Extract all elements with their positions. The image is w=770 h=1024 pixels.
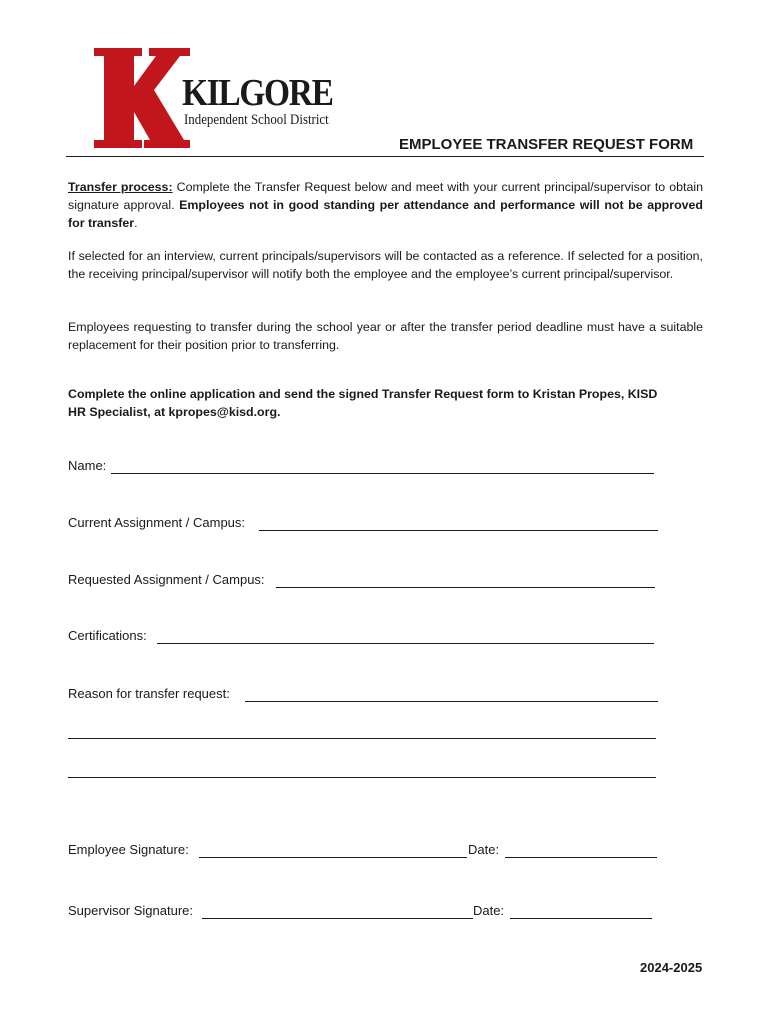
supervisor-signature-input-line[interactable] <box>202 918 473 919</box>
supervisor-date-label: Date: <box>473 903 505 918</box>
name-label: Name: <box>68 458 107 473</box>
k-logo-icon <box>94 48 190 148</box>
requested-assignment-input-line[interactable] <box>276 587 655 588</box>
form-title: EMPLOYEE TRANSFER REQUEST FORM <box>399 136 694 153</box>
certifications-input-line[interactable] <box>157 643 654 644</box>
current-assignment-input-line[interactable] <box>259 530 658 531</box>
school-year: 2024-2025 <box>640 960 703 975</box>
name-input-line[interactable] <box>111 473 654 474</box>
transfer-process-paragraph <box>68 178 703 232</box>
current-assignment-label: Current Assignment / Campus: <box>68 515 246 530</box>
certifications-label: Certifications: <box>68 628 147 643</box>
transfer-process-end: . <box>134 216 138 230</box>
employee-date-label: Date: <box>468 842 500 857</box>
employee-date-input-line[interactable] <box>505 857 657 858</box>
reason-input-line-1[interactable] <box>245 701 658 702</box>
reason-input-line-3[interactable] <box>68 777 656 778</box>
employee-signature-label: Employee Signature: <box>68 842 189 857</box>
supervisor-signature-label: Supervisor Signature: <box>68 903 194 918</box>
requested-assignment-label: Requested Assignment / Campus: <box>68 572 265 587</box>
name-field <box>68 458 658 478</box>
submission-instructions: Complete the online application and send the signed Transfer Request form to Kristan Propes, KISD HR Specialist, at kpropes@kisd.org. <box>68 387 658 419</box>
transfer-process-text: Complete the Transfer Request below and meet with your current principal/supervisor to obtain signature approval. <box>68 180 703 212</box>
reason-input-line-2[interactable] <box>68 738 656 739</box>
logo-wordmark: KILGORE <box>182 72 333 114</box>
employee-signature-input-line[interactable] <box>199 857 467 858</box>
replacement-paragraph: Employees requesting to transfer during the school year or after the transfer period deadline must have a suitable replacement for their position prior to transferring. <box>68 320 703 352</box>
standing-notice: Employees not in good standing per attendance and performance will not be approved for transfer <box>68 198 703 230</box>
interview-paragraph: If selected for an interview, current principals/supervisors will be contacted as a reference. If selected for a position, the receiving principal/supervisor will notify both the employee and the employee’s current principal/supervisor. <box>68 249 703 281</box>
district-logo <box>94 48 333 150</box>
reason-label: Reason for transfer request: <box>68 686 230 701</box>
title-divider <box>66 156 704 157</box>
logo-subtitle: Independent School District <box>184 112 329 128</box>
transfer-process-label: Transfer process: <box>68 180 173 194</box>
supervisor-date-input-line[interactable] <box>510 918 652 919</box>
